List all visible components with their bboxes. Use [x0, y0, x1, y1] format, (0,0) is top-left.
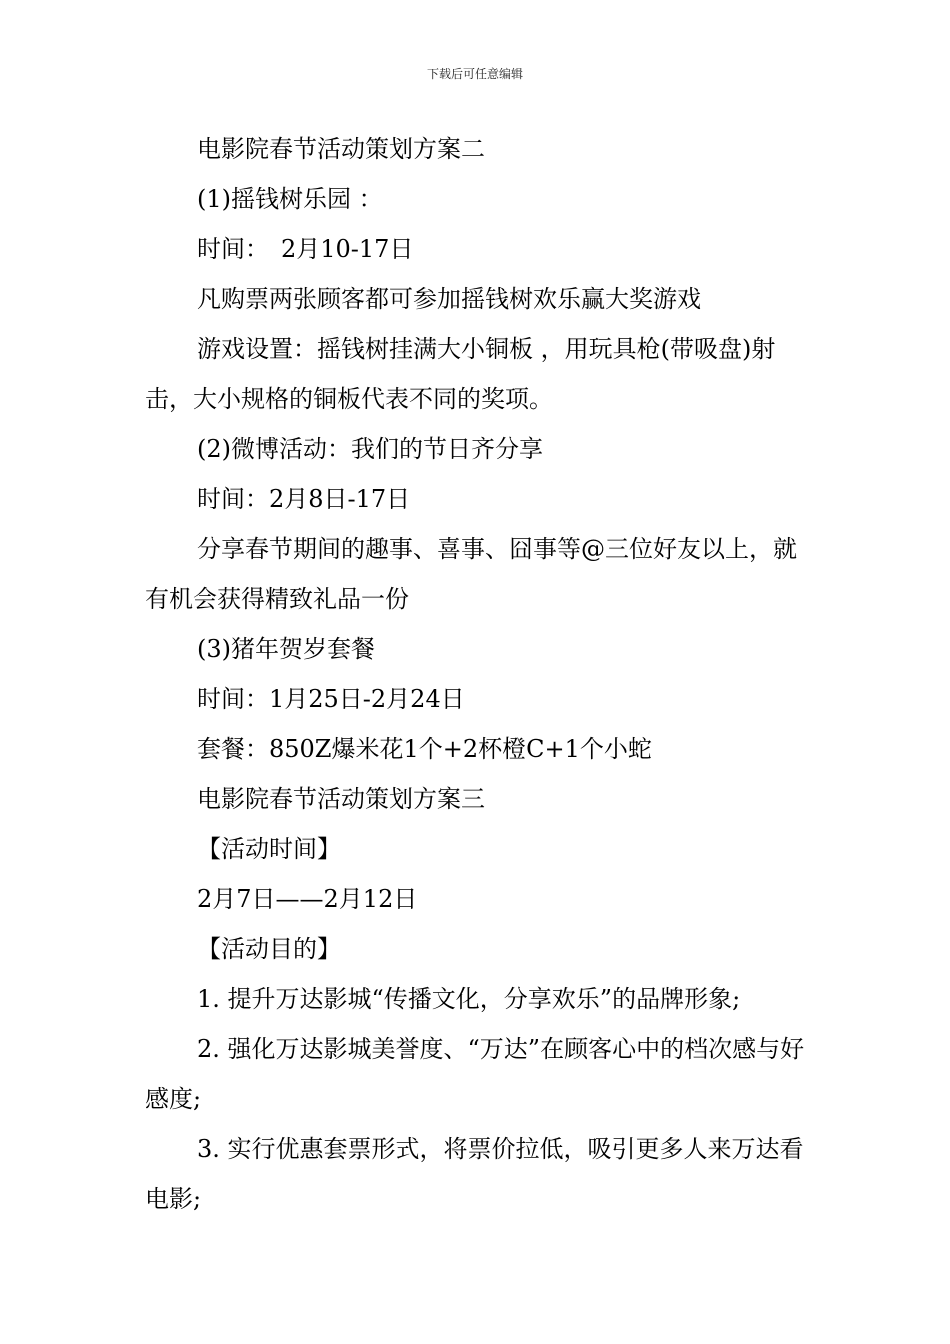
section-weibo: (2)微博活动：我们的节日齐分享: [197, 435, 543, 463]
goal-item-2: 2. 强化万达影城美誉度、“万达”在顾客心中的档次感与好感度;: [145, 1035, 805, 1113]
section-combo: (3)猪年贺岁套餐: [197, 635, 375, 663]
heading-plan-two: 电影院春节活动策划方案二: [197, 135, 485, 163]
activity-goal-label: 【活动目的】: [197, 935, 341, 963]
money-tree-time: 时间： 2月10-17日: [197, 235, 414, 263]
goal-item-1: 1. 提升万达影城“传播文化，分享欢乐”的品牌形象;: [197, 985, 741, 1013]
document-body: [145, 124, 810, 1224]
money-tree-game-setup: 游戏设置：摇钱树挂满大小铜板 ，用玩具枪(带吸盘)射击，大小规格的铜板代表不同的奖项。: [145, 335, 776, 413]
activity-time-label: 【活动时间】: [197, 835, 341, 863]
weibo-description: 分享春节期间的趣事、喜事、囧事等@三位好友以上，就有机会获得精致礼品一份: [145, 535, 797, 613]
combo-content: 套餐：850Z爆米花1个+2杯橙C+1个小蛇: [197, 735, 652, 763]
weibo-time: 时间：2月8日-17日: [197, 485, 411, 513]
goal-item-3: 3. 实行优惠套票形式，将票价拉低，吸引更多人来万达看电影;: [145, 1135, 804, 1213]
money-tree-rule: 凡购票两张顾客都可参加摇钱树欢乐赢大奖游戏: [197, 285, 701, 313]
section-money-tree: (1)摇钱树乐园 ：: [197, 185, 383, 213]
heading-plan-three: 电影院春节活动策划方案三: [197, 785, 485, 813]
activity-time-value: 2月7日——2月12日: [197, 885, 418, 913]
combo-time: 时间：1月25日-2月24日: [197, 685, 465, 713]
page-header: 下载后可任意编辑: [426, 67, 523, 81]
